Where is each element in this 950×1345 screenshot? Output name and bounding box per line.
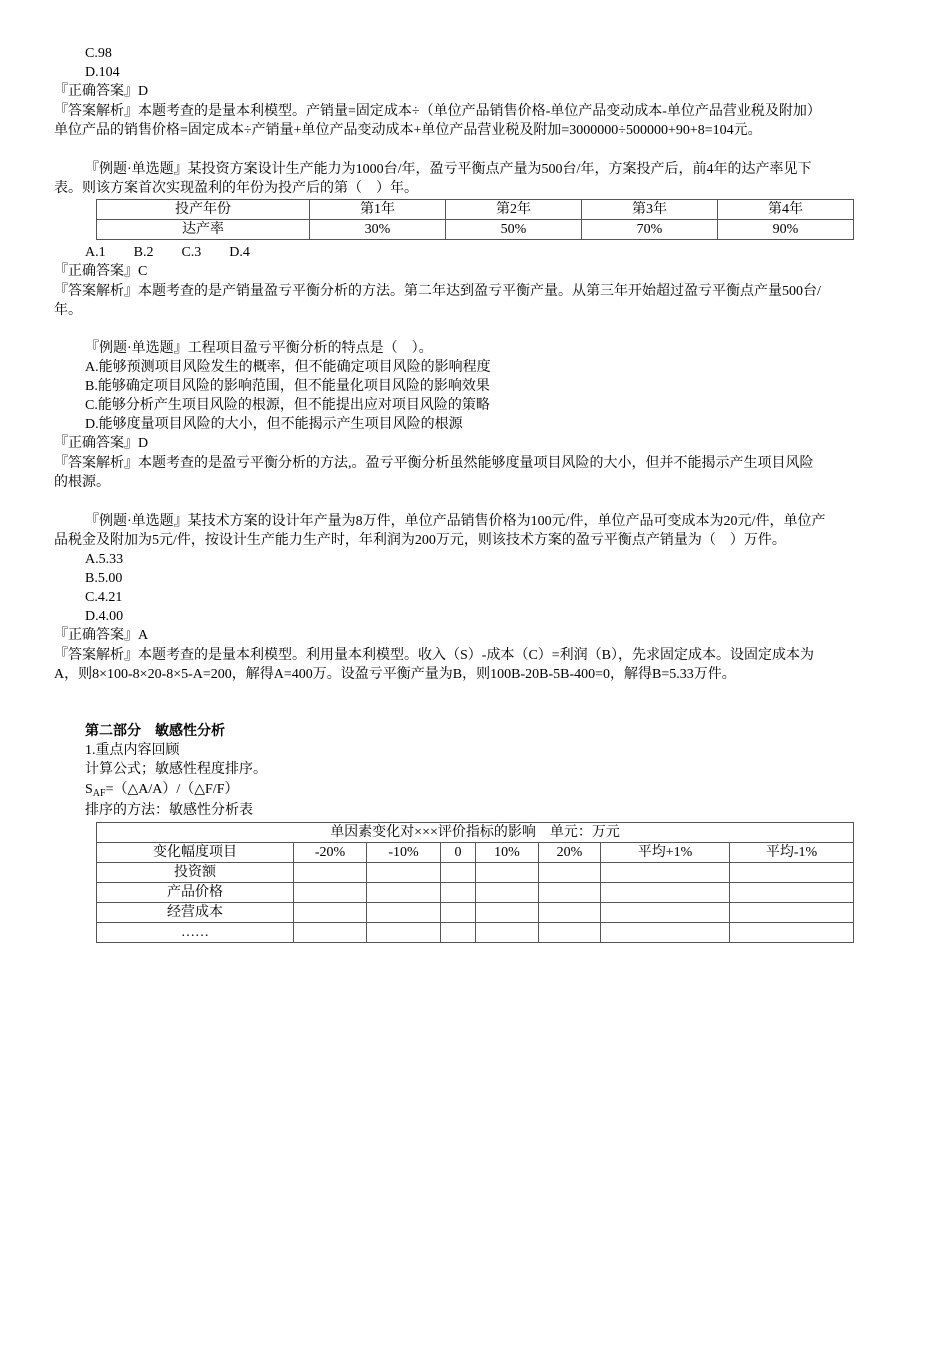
table-row xyxy=(97,903,854,923)
sensitivity-analysis-table xyxy=(96,822,854,943)
table-cell xyxy=(367,923,441,943)
review-subheading: 1.重点内容回顾 xyxy=(85,743,180,758)
q3-stem: 『例题·单选题』工程项目盈亏平衡分析的特点是（ ）。 xyxy=(85,341,433,356)
table-header-cell: 第1年 xyxy=(310,200,446,220)
table-header-row xyxy=(97,200,854,220)
table-header-cell: 变化幅度项目 xyxy=(97,843,294,863)
table-cell: 30% xyxy=(310,220,446,240)
q4-option-c: C.4.21 xyxy=(85,590,123,605)
q2-stem-line2: 表。则该方案首次实现盈利的年份为投产后的第（ ）年。 xyxy=(54,181,418,196)
table-cell xyxy=(730,863,854,883)
table-cell xyxy=(730,883,854,903)
table-caption-row xyxy=(97,823,854,843)
table-header-cell: 10% xyxy=(476,843,539,863)
q2-analysis-line1: 『答案解析』本题考查的是产销量盈亏平衡分析的方法。第二年达到盈亏平衡产量。从第三年开始超过盈亏平衡点产量500台/ xyxy=(54,284,821,299)
table-cell xyxy=(476,883,539,903)
table-cell xyxy=(539,883,601,903)
q2-options: A.1 B.2 C.3 D.4 xyxy=(85,245,250,260)
table-header-cell: 平均+1% xyxy=(601,843,730,863)
table-cell xyxy=(367,863,441,883)
table-header-cell: 0 xyxy=(441,843,476,863)
table-cell xyxy=(441,883,476,903)
table-row xyxy=(97,220,854,240)
table-cell: 70% xyxy=(582,220,718,240)
table-cell xyxy=(294,923,367,943)
q4-stem-line1: 『例题·单选题』某技术方案的设计年产量为8万件，单位产品销售价格为100元/件，单位产品可变成本为20元/件，单位产 xyxy=(85,514,826,529)
table-cell: 90% xyxy=(718,220,854,240)
q3-analysis-line2: 的根源。 xyxy=(54,475,110,490)
q3-answer: 『正确答案』D xyxy=(54,436,149,451)
q3-option-a: A.能够预测项目风险发生的概率，但不能确定项目风险的影响程度 xyxy=(85,360,491,375)
table-row-label: 产品价格 xyxy=(97,883,294,903)
table-cell xyxy=(367,903,441,923)
table-cell xyxy=(601,863,730,883)
q3-option-c: C.能够分析产生项目风险的根源，但不能提出应对项目风险的策略 xyxy=(85,398,490,413)
table-cell: 达产率 xyxy=(97,220,310,240)
table-header-cell: 平均-1% xyxy=(730,843,854,863)
q4-option-a: A.5.33 xyxy=(85,552,124,567)
table-row-label: 经营成本 xyxy=(97,903,294,923)
table-header-cell: 第2年 xyxy=(446,200,582,220)
table-row-label: …… xyxy=(97,923,294,943)
formula-expression: =（△A/A）/（△F/F） xyxy=(105,782,239,797)
q1-option-c: C.98 xyxy=(85,46,112,61)
table-header-cell: -20% xyxy=(294,843,367,863)
table-cell xyxy=(539,923,601,943)
table-row xyxy=(97,863,854,883)
formula-intro: 计算公式；敏感性程度排序。 xyxy=(85,762,267,777)
q4-option-d: D.4.00 xyxy=(85,609,124,624)
table-cell xyxy=(539,863,601,883)
q3-option-d: D.能够度量项目风险的大小，但不能揭示产生项目风险的根源 xyxy=(85,417,463,432)
q3-option-b: B.能够确定项目风险的影响范围，但不能量化项目风险的影响效果 xyxy=(85,379,490,394)
table-header-cell: -10% xyxy=(367,843,441,863)
table-cell xyxy=(601,903,730,923)
table-cell xyxy=(441,923,476,943)
q3-analysis-line1: 『答案解析』本题考查的是盈亏平衡分析的方法,。盈亏平衡分析虽然能够度量项目风险的大小，但并不能揭示产生项目风险 xyxy=(54,456,814,471)
q1-answer: 『正确答案』D xyxy=(54,84,149,99)
q1-option-d: D.104 xyxy=(85,65,120,80)
table-cell xyxy=(476,903,539,923)
table-cell xyxy=(441,863,476,883)
table-cell xyxy=(730,923,854,943)
q2-analysis-line2: 年。 xyxy=(54,303,82,318)
table-row xyxy=(97,923,854,943)
table-cell xyxy=(367,883,441,903)
table-cell xyxy=(441,903,476,923)
table-caption: 单因素变化对×××评价指标的影响 单元：万元 xyxy=(97,823,854,843)
sensitivity-formula xyxy=(85,780,238,799)
table-cell xyxy=(539,903,601,923)
q4-option-b: B.5.00 xyxy=(85,571,123,586)
table-cell xyxy=(601,883,730,903)
q2-answer: 『正确答案』C xyxy=(54,264,148,279)
table-cell xyxy=(294,903,367,923)
section-heading: 第二部分 敏感性分析 xyxy=(85,724,225,739)
q1-analysis-line2: 单位产品的销售价格=固定成本÷产销量+单位产品变动成本+单位产品营业税及附加=3000000÷500000+90+8=104元。 xyxy=(54,123,762,138)
table-header-cell: 20% xyxy=(539,843,601,863)
q4-answer: 『正确答案』A xyxy=(54,628,149,643)
table-row xyxy=(97,883,854,903)
table-header-cell: 投产年份 xyxy=(97,200,310,220)
sort-method: 排序的方法：敏感性分析表 xyxy=(85,803,253,818)
table-cell xyxy=(601,923,730,943)
table-header-cell: 第4年 xyxy=(718,200,854,220)
table-cell xyxy=(294,883,367,903)
formula-symbol: S xyxy=(85,782,93,797)
production-rate-table xyxy=(96,199,854,240)
table-cell xyxy=(476,863,539,883)
table-cell xyxy=(294,863,367,883)
q2-stem-line1: 『例题·单选题』某投资方案设计生产能力为1000台/年，盈亏平衡点产量为500台/年，方案投产后，前4年的达产率见下 xyxy=(85,162,812,177)
q4-stem-line2: 品税金及附加为5元/件，按设计生产能力生产时，年利润为200万元，则该技术方案的盈亏平衡点产销量为（ ）万件。 xyxy=(54,533,786,548)
q4-analysis-line1: 『答案解析』本题考查的是量本利模型。利用量本利模型。收入（S）-成本（C）=利润（B），先求固定成本。设固定成本为 xyxy=(54,648,815,663)
q4-analysis-line2: A，则8×100-8×20-8×5-A=200，解得A=400万。设盈亏平衡产量为B，则100B-20B-5B-400=0，解得B=5.33万件。 xyxy=(54,667,736,682)
formula-subscript: AF xyxy=(92,788,106,799)
q1-analysis-line1: 『答案解析』本题考查的是量本利模型。产销量=固定成本÷（单位产品销售价格-单位产品变动成本-单位产品营业税及附加） xyxy=(54,104,821,119)
table-cell xyxy=(476,923,539,943)
table-header-cell: 第3年 xyxy=(582,200,718,220)
table-cell xyxy=(730,903,854,923)
table-header-row xyxy=(97,843,854,863)
table-row-label: 投资额 xyxy=(97,863,294,883)
table-cell: 50% xyxy=(446,220,582,240)
